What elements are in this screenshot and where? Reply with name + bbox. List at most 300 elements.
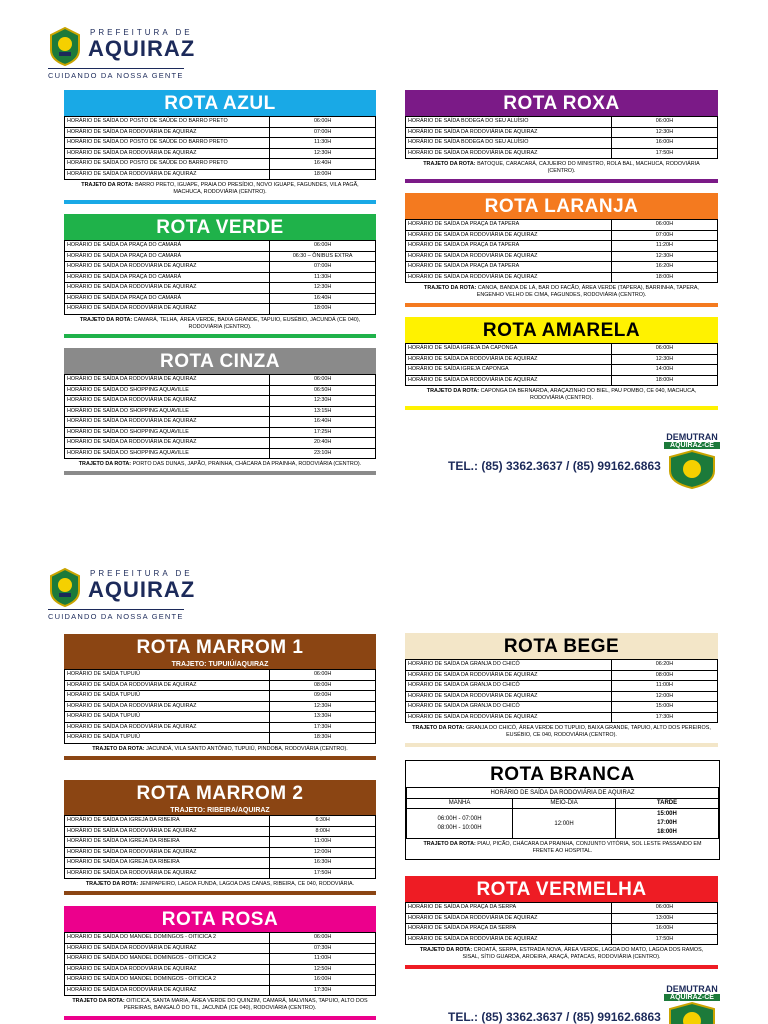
table-row (65, 169, 376, 180)
departure-time: 08:00H (611, 670, 717, 681)
departure-time: 18:30H (270, 733, 376, 744)
table-row (65, 691, 376, 702)
stop-label: HORÁRIO DE SAÍDA DA RODOVIÁRIA DE AQUIRAZ (406, 230, 612, 241)
table-row (406, 241, 718, 252)
trajeto-label: TRAJETO DA ROTA: (92, 745, 145, 752)
table-row (65, 868, 376, 879)
route-trajeto (64, 996, 376, 1016)
demutran-shield-icon (664, 449, 720, 489)
trajeto-label: TRAJETO DA ROTA: (412, 725, 465, 731)
table-row (65, 733, 376, 744)
stop-label: HORÁRIO DE SAÍDA DA GRANJA DO CHICÓ (406, 660, 612, 671)
table-row (65, 385, 376, 396)
trajeto-label: TRAJETO DA ROTA: (424, 285, 477, 291)
table-row (65, 406, 376, 417)
table-row (406, 117, 718, 128)
branca-tarde-3: 18:00H (657, 829, 677, 835)
route-title: ROTA AZUL (64, 90, 376, 116)
departure-time: 6:30H (270, 816, 376, 827)
stop-label: HORÁRIO DE SAÍDA DA RODOVIÁRIA DE AQUIRAZ (65, 964, 270, 975)
route-title: ROTA MARROM 1 (64, 634, 376, 660)
trajeto-text: JACUNDÁ, VILA SANTO ANTÔNIO, TUPUIÚ, PINDOBA, RODOVIÁRIA (CENTRO). (146, 745, 348, 752)
demutran-shield-icon (664, 1001, 720, 1024)
table-row (65, 816, 376, 827)
departure-time: 06:00H (611, 344, 717, 355)
route-card-laranja (405, 193, 718, 307)
branca-col-tarde: TARDE (616, 798, 719, 809)
stop-label: HORÁRIO DE SAÍDA DA RODOVIÁRIA DE AQUIRAZ (406, 712, 612, 723)
stop-label: HORÁRIO DE SAÍDA DA RODOVIÁRIA DE AQUIRAZ (65, 847, 270, 858)
stop-label: HORÁRIO DE SAÍDA DA PRAÇA DO CAMARÁ (65, 272, 270, 283)
route-card-amarela (405, 317, 718, 410)
departure-time: 12:30H (270, 396, 376, 407)
branca-manha-1: 06:00H - 07:00H (437, 815, 482, 822)
route-card-verde (64, 214, 376, 338)
schedule-table (64, 374, 376, 459)
departure-time: 18:00H (270, 304, 376, 315)
route-card-bege (405, 633, 718, 747)
table-row (65, 417, 376, 428)
logo-bottom (48, 567, 208, 623)
trajeto-label: TRAJETO DA ROTA: (419, 947, 473, 953)
table-row (65, 858, 376, 869)
table-row (65, 396, 376, 407)
table-row (406, 148, 718, 159)
route-color-bar (64, 891, 376, 895)
route-card-branca (405, 760, 720, 860)
table-row (406, 262, 718, 273)
table-row (406, 670, 718, 681)
trajeto-text: BATOQUE, CARACARÁ, CAJUEIRO DO MINISTRO, ROLA BAL, MACHUCA, RODOVIÁRIA (CENTRO). (477, 161, 700, 175)
route-title: ROTA ROSA (64, 906, 376, 932)
departure-time: 12:30H (611, 354, 717, 365)
route-subtitle: TRAJETO: TUPUIÚ/AQUIRAZ (64, 660, 376, 669)
route-title: ROTA LARANJA (405, 193, 718, 219)
stop-label: HORÁRIO DE SAÍDA TUPUIÚ (65, 733, 270, 744)
trajeto-label: TRAJETO DA ROTA: (81, 182, 134, 188)
stop-label: HORÁRIO DE SAÍDA DA RODOVIÁRIA DE AQUIRAZ (65, 722, 270, 733)
table-row (406, 691, 718, 702)
departure-time: 16:40H (270, 159, 376, 170)
trajeto-label: TRAJETO DA ROTA: (426, 388, 480, 394)
table-row (65, 293, 376, 304)
stop-label: HORÁRIO DE SAÍDA DO SHOPPING AQUAVILLE (65, 427, 270, 438)
table-row (65, 964, 376, 975)
departure-time: 11:00H (270, 837, 376, 848)
stop-label: HORÁRIO DE SAÍDA DA RODOVIÁRIA DE AQUIRAZ (406, 127, 612, 138)
table-row (65, 847, 376, 858)
stop-label: HORÁRIO DE SAÍDA DO SHOPPING AQUAVILLE (65, 385, 270, 396)
departure-time: 06:00H (270, 117, 376, 128)
route-trajeto (405, 159, 718, 179)
stop-label: HORÁRIO DE SAÍDA DO POSTO DE SAÚDE DO BARRO PRETO (65, 159, 270, 170)
route-card-marrom1 (64, 634, 376, 760)
route-card-rosa (64, 906, 376, 1020)
table-row (65, 304, 376, 315)
trajeto-label: TRAJETO DA ROTA: (85, 881, 139, 887)
logo-slogan: CUIDANDO DA NOSSA GENTE (48, 609, 184, 621)
table-row (65, 138, 376, 149)
stop-label: HORÁRIO DE SAÍDA DA PRAÇA DA SERPA (406, 924, 612, 935)
stop-label: HORÁRIO DE SAÍDA DO SHOPPING AQUAVILLE (65, 448, 270, 459)
table-row (406, 230, 718, 241)
route-trajeto (64, 459, 376, 471)
stop-label: HORÁRIO DE SAÍDA DA RODOVIÁRIA DE AQUIRAZ (406, 670, 612, 681)
stop-label: HORÁRIO DE SAÍDA DA RODOVIÁRIA DE AQUIRAZ (406, 913, 612, 924)
departure-time: 12:30H (270, 148, 376, 159)
table-row (65, 438, 376, 449)
route-color-bar (405, 303, 718, 307)
branca-tarde-1: 15:00H (657, 811, 677, 817)
departure-time: 18:00H (611, 272, 717, 283)
table-row (406, 712, 718, 723)
route-card-vermelha (405, 876, 718, 969)
route-color-bar (405, 406, 718, 410)
route-trajeto (64, 180, 376, 200)
stop-label: HORÁRIO DE SAÍDA DA PRAÇA DO CAMARÁ (65, 241, 270, 252)
departure-time: 06:20H (611, 660, 717, 671)
route-card-azul (64, 90, 376, 204)
departure-time: 06:00H (611, 117, 717, 128)
table-row (406, 375, 718, 386)
contact-phone: TEL.: (85) 3362.3637 / (85) 99162.6863 (448, 459, 661, 473)
logo-prefeitura: PREFEITURA DE (90, 569, 193, 578)
table-row (65, 722, 376, 733)
branca-tarde-2: 17:00H (657, 820, 677, 826)
departure-time: 23:10H (270, 448, 376, 459)
stop-label: HORÁRIO DE SAÍDA DO SHOPPING AQUAVILLE (65, 406, 270, 417)
trajeto-text: GRANJA DO CHICÓ, ÁREA VERDE DO TUPUIO, BAIXA GRANDE, TAPUIO, ALTO DOS PEREIROS, EUSÉBIO, CE 040, RODOVIÁRIA (CENTRO). (465, 725, 711, 739)
route-color-bar (405, 179, 718, 183)
stop-label: HORÁRIO DE SAÍDA DA RODOVIÁRIA DE AQUIRAZ (65, 262, 270, 273)
stop-label: HORÁRIO DE SAÍDA BODEGA DO SEU ALUÍSIO (406, 138, 612, 149)
table-row (65, 272, 376, 283)
table-row (65, 448, 376, 459)
stop-label: HORÁRIO DE SAÍDA DA RODOVIÁRIA DE AQUIRAZ (65, 417, 270, 428)
stop-label: HORÁRIO DE SAÍDA IGREJA DA CAPONGA (406, 344, 612, 355)
stop-label: HORÁRIO DE SAÍDA DA RODOVIÁRIA DE AQUIRAZ (65, 396, 270, 407)
departure-time: 18:00H (611, 375, 717, 386)
departure-time: 06:30 – ÔNIBUS EXTRA (270, 251, 376, 262)
table-row (406, 220, 718, 231)
route-title: ROTA AMARELA (405, 317, 718, 343)
table-row (65, 701, 376, 712)
departure-time: 20:40H (270, 438, 376, 449)
departure-time: 16:00H (270, 975, 376, 986)
schedule-table (64, 669, 376, 744)
stop-label: HORÁRIO DE SAÍDA DA RODOVIÁRIA DE AQUIRAZ (406, 691, 612, 702)
departure-time: 17:30H (270, 985, 376, 996)
table-row (406, 681, 718, 692)
departure-time: 06:50H (270, 385, 376, 396)
table-row (406, 354, 718, 365)
stop-label: HORÁRIO DE SAÍDA DO POSTO DE SAÚDE DO BARRO PRETO (65, 138, 270, 149)
stop-label: HORÁRIO DE SAÍDA DA RODOVIÁRIA DE AQUIRAZ (406, 934, 612, 945)
stop-label: HORÁRIO DE SAÍDA DA RODOVIÁRIA DE AQUIRAZ (406, 354, 612, 365)
logo-top (48, 26, 208, 82)
departure-time: 16:00H (611, 924, 717, 935)
table-row (65, 837, 376, 848)
stop-label: HORÁRIO DE SAÍDA DA RODOVIÁRIA DE AQUIRAZ (65, 438, 270, 449)
trajeto-text: CROATÁ, SERPA, ESTRADA NOVA, ÁREA VERDE, LAGOA DO MATO, LAGOA DOS RAMOS, SISAL, SÍTIO GUARDA, AROEIRA, ARAÇÁ, PATACAS, RODOVIÁRIA (CENTRO). (462, 947, 704, 961)
trajeto-text: CAMARÁ, TELHA, ÁREA VERDE, BAIXA GRANDE, TAPUIO, EUSÉBIO, JACUNDÁ (CE 040), RODOVIÁRIA (CENTRO). (133, 316, 361, 330)
route-trajeto (405, 283, 718, 303)
stop-label: HORÁRIO DE SAÍDA DA RODOVIÁRIA DE AQUIRAZ (65, 304, 270, 315)
stop-label: HORÁRIO DE SAÍDA DA RODOVIÁRIA DE AQUIRAZ (65, 127, 270, 138)
route-color-bar (64, 756, 376, 760)
departure-time: 16:00H (611, 138, 717, 149)
table-row (65, 427, 376, 438)
departure-time: 17:30H (611, 712, 717, 723)
table-row (406, 903, 718, 914)
trajeto-label: TRAJETO DA ROTA: (79, 316, 133, 323)
table-row (65, 933, 376, 944)
route-trajeto (405, 945, 718, 965)
route-trajeto (405, 386, 718, 406)
departure-time: 17:50H (611, 148, 717, 159)
stop-label: HORÁRIO DE SAÍDA DA RODOVIÁRIA DE AQUIRAZ (65, 169, 270, 180)
stop-label: HORÁRIO DE SAÍDA DA RODOVIÁRIA DE AQUIRAZ (65, 943, 270, 954)
schedule-table (64, 240, 376, 315)
stop-label: HORÁRIO DE SAÍDA DA IGREJA DA RIBEIRA (65, 837, 270, 848)
route-color-bar (64, 1016, 376, 1020)
table-row (406, 924, 718, 935)
route-card-marrom2 (64, 780, 376, 895)
table-row (406, 251, 718, 262)
route-title: ROTA MARROM 2 (64, 780, 376, 806)
table-row (65, 670, 376, 681)
table-row (406, 138, 718, 149)
table-row (65, 375, 376, 386)
departure-time: 13:00H (611, 913, 717, 924)
schedule-table (405, 116, 718, 159)
stop-label: HORÁRIO DE SAÍDA DO MANOEL DOMINGOS - OITICICA 2 (65, 933, 270, 944)
stop-label: HORÁRIO DE SAÍDA DO MANOEL DOMINGOS - OITICICA 2 (65, 975, 270, 986)
table-row (65, 826, 376, 837)
route-color-bar (405, 965, 718, 969)
departure-time: 12:30H (611, 251, 717, 262)
stop-label: HORÁRIO DE SAÍDA DA RODOVIÁRIA DE AQUIRAZ (65, 985, 270, 996)
table-row (65, 262, 376, 273)
route-subtitle: TRAJETO: RIBEIRA/AQUIRAZ (64, 806, 376, 815)
stop-label: HORÁRIO DE SAÍDA DA PRAÇA DO CAMARÁ (65, 251, 270, 262)
logo-prefeitura: PREFEITURA DE (90, 28, 193, 37)
stop-label: HORÁRIO DE SAÍDA DO POSTO DE SAÚDE DO BARRO PRETO (65, 117, 270, 128)
stop-label: HORÁRIO DE SAÍDA TUPUIÚ (65, 712, 270, 723)
departure-time: 12:30H (270, 283, 376, 294)
route-title: ROTA VERDE (64, 214, 376, 240)
departure-time: 06:00H (611, 220, 717, 231)
route-trajeto (406, 839, 719, 859)
coat-of-arms-icon (48, 567, 82, 607)
trajeto-label: TRAJETO DA ROTA: (423, 161, 476, 167)
table-row (65, 251, 376, 262)
stop-label: HORÁRIO DE SAÍDA DA PRAÇA DA TAPERA (406, 220, 612, 231)
stop-label: HORÁRIO DE SAÍDA DA RODOVIÁRIA DE AQUIRAZ (406, 251, 612, 262)
trajeto-text: CANOA, BANDA DE LÁ, BAR DO FACÃO, ÁREA VERDE (TAPERA), BARRINHA, TAPERA, ENGENHO VELHO DE CIMA, FAGUNDES, RODOVIÁRIA (CENTRO). (476, 285, 699, 299)
logo-city: AQUIRAZ (88, 577, 196, 602)
departure-time: 11:00H (270, 954, 376, 965)
branca-col-manha: MANHÃ (407, 798, 513, 809)
route-trajeto (405, 723, 718, 743)
schedule-table (405, 659, 718, 723)
departure-time: 17:50H (611, 934, 717, 945)
departure-time: 06:00H (270, 670, 376, 681)
stop-label: HORÁRIO DE SAÍDA DA RODOVIÁRIA DE AQUIRAZ (65, 148, 270, 159)
departure-time: 11:30H (270, 138, 376, 149)
route-card-roxa (405, 90, 718, 183)
route-title: ROTA BEGE (405, 633, 718, 659)
stop-label: HORÁRIO DE SAÍDA DA PRAÇA DA TAPERA (406, 262, 612, 273)
table-row (65, 159, 376, 170)
table-row (65, 680, 376, 691)
route-color-bar (64, 471, 376, 475)
departure-time: 11:20H (611, 241, 717, 252)
route-trajeto (64, 315, 376, 335)
stop-label: HORÁRIO DE SAÍDA DA IGREJA DA RIBEIRA (65, 816, 270, 827)
schedule-table (405, 902, 718, 945)
branca-meio: 12:00H (513, 809, 616, 839)
table-row (65, 954, 376, 965)
branca-col-meio: MEIO-DIA (513, 798, 616, 809)
trajeto-label: TRAJETO DA ROTA: (72, 998, 125, 1004)
schedule-table (405, 343, 718, 386)
stop-label: HORÁRIO DE SAÍDA DA PRAÇA DO CAMARÁ (65, 293, 270, 304)
departure-time: 17:25H (270, 427, 376, 438)
stop-label: HORÁRIO DE SAÍDA IGREJA CAPONGA (406, 365, 612, 376)
demutran-sub: AQUIRAZ-CE (664, 994, 720, 1001)
logo-city: AQUIRAZ (88, 36, 196, 61)
table-row (406, 702, 718, 713)
schedule-table (64, 116, 376, 180)
departure-time: 07:00H (270, 127, 376, 138)
departure-time: 16:20H (611, 262, 717, 273)
table-row (65, 148, 376, 159)
route-title: ROTA VERMELHA (405, 876, 718, 902)
departure-time: 17:30H (270, 722, 376, 733)
trajeto-text: CAPONGA DA BERNARDA, ARAÇAZINHO DO BIEL, PAU POMBO, CE 040, MACHUCA, RODOVIÁRIA (CENTRO). (480, 388, 697, 402)
branca-manha-2: 08:00H - 10:00H (437, 824, 482, 831)
stop-label: HORÁRIO DE SAÍDA DA RODOVIÁRIA DE AQUIRAZ (65, 283, 270, 294)
departure-time: 12:00H (611, 691, 717, 702)
departure-time: 07:00H (270, 262, 376, 273)
departure-time: 11:00H (611, 681, 717, 692)
schedule-table (64, 815, 376, 879)
table-row (406, 365, 718, 376)
departure-time: 16:40H (270, 293, 376, 304)
trajeto-text: PORTO DAS DUNAS, JAPÃO, PRAINHA, CHÁCARA DA PRAINHA, RODOVIÁRIA (CENTRO). (132, 461, 362, 467)
departure-time: 16:30H (270, 858, 376, 869)
stop-label: HORÁRIO DE SAÍDA DA RODOVIÁRIA DE AQUIRAZ (406, 272, 612, 283)
departure-time: 06:00H (611, 903, 717, 914)
trajeto-label: TRAJETO DA ROTA: (423, 841, 476, 847)
schedule-table (64, 932, 376, 996)
route-color-bar (405, 743, 718, 747)
coat-of-arms-icon (48, 26, 82, 66)
stop-label: HORÁRIO DE SAÍDA BODEGA DO SEU ALUÍSIO (406, 117, 612, 128)
departure-time: 13:15H (270, 406, 376, 417)
departure-time: 09:00H (270, 691, 376, 702)
route-title: ROTA BRANCA (406, 761, 719, 787)
table-row (406, 344, 718, 355)
table-row (65, 283, 376, 294)
trajeto-text: PIAU, PICÃO, CHÁCARA DA PRAINHA, CONJUNTO VITÓRIA, SOL LESTE PASSANDO EM FRENTE AO HOSPITAL. (477, 841, 702, 855)
stop-label: HORÁRIO DE SAÍDA DA RODOVIÁRIA DE AQUIRAZ (65, 868, 270, 879)
table-row (406, 272, 718, 283)
contact-phone: TEL.: (85) 3362.3637 / (85) 99162.6863 (448, 1010, 661, 1024)
table-row (65, 975, 376, 986)
demutran-badge (664, 984, 720, 1024)
stop-label: HORÁRIO DE SAÍDA DA PRAÇA DA SERPA (406, 903, 612, 914)
stop-label: HORÁRIO DE SAÍDA DA RODOVIÁRIA DE AQUIRAZ (406, 375, 612, 386)
trajeto-text: JENIPAPEIRO, LAGOA FUNDA, LAGOA DAS CANAS, RIBEIRA, CE 040, RODOVIÁRIA. (139, 881, 355, 887)
demutran-name: DEMUTRAN (664, 432, 720, 442)
stop-label: HORÁRIO DE SAÍDA DO MANOEL DOMINGOS - OITICICA 2 (65, 954, 270, 965)
departure-time: 14:00H (611, 365, 717, 376)
departure-time: 12:00H (270, 847, 376, 858)
departure-time: 07:30H (270, 943, 376, 954)
route-color-bar (64, 334, 376, 338)
demutran-badge (664, 432, 720, 498)
departure-time: 06:00H (270, 375, 376, 386)
stop-label: HORÁRIO DE SAÍDA DA GRANJA DO CHICÓ (406, 702, 612, 713)
trajeto-text: BARRO PRETO, IGUAPE, PRAIA DO PRESÍDIO, NOVO IGUAPE, FAGUNDES, VILA PAGÃ, MACHUCA, RODOVIÁRIA (CENTRO). (135, 182, 359, 196)
table-row (65, 943, 376, 954)
stop-label: HORÁRIO DE SAÍDA DA RODOVIÁRIA DE AQUIRAZ (65, 701, 270, 712)
departure-time: 08:00H (270, 680, 376, 691)
route-title: ROTA ROXA (405, 90, 718, 116)
logo-slogan: CUIDANDO DA NOSSA GENTE (48, 68, 184, 80)
departure-time: 07:00H (611, 230, 717, 241)
demutran-sub: AQUIRAZ-CE (664, 442, 720, 449)
schedule-table (405, 219, 718, 283)
departure-time: 12:30H (270, 701, 376, 712)
table-row (406, 660, 718, 671)
demutran-name: DEMUTRAN (664, 984, 720, 994)
departure-time: 15:00H (611, 702, 717, 713)
stop-label: HORÁRIO DE SAÍDA TUPUIÚ (65, 670, 270, 681)
route-title: ROTA CINZA (64, 348, 376, 374)
table-row (65, 127, 376, 138)
table-row (65, 985, 376, 996)
route-color-bar (64, 200, 376, 204)
trajeto-label: TRAJETO DA ROTA: (78, 461, 132, 467)
departure-time: 8:00H (270, 826, 376, 837)
departure-time: 11:30H (270, 272, 376, 283)
stop-label: HORÁRIO DE SAÍDA DA PRAÇA DA TAPERA (406, 241, 612, 252)
departure-time: 18:00H (270, 169, 376, 180)
branca-header: HORÁRIO DE SAÍDA DA RODOVIÁRIA DE AQUIRAZ (407, 788, 719, 799)
stop-label: HORÁRIO DE SAÍDA DA RODOVIÁRIA DE AQUIRAZ (65, 680, 270, 691)
stop-label: HORÁRIO DE SAÍDA DA RODOVIÁRIA DE AQUIRAZ (406, 148, 612, 159)
stop-label: HORÁRIO DE SAÍDA DA RODOVIÁRIA DE AQUIRAZ (65, 826, 270, 837)
table-row (406, 127, 718, 138)
departure-time: 06:00H (270, 241, 376, 252)
table-row (406, 934, 718, 945)
stop-label: HORÁRIO DE SAÍDA DA RODOVIÁRIA DE AQUIRAZ (65, 375, 270, 386)
stop-label: HORÁRIO DE SAÍDA TUPUIÚ (65, 691, 270, 702)
stop-label: HORÁRIO DE SAÍDA DA IGREJA DA RIBEIRA (65, 858, 270, 869)
departure-time: 06:00H (270, 933, 376, 944)
departure-time: 17:50H (270, 868, 376, 879)
route-trajeto (64, 744, 376, 756)
departure-time: 13:30H (270, 712, 376, 723)
departure-time: 16:40H (270, 417, 376, 428)
table-row (65, 241, 376, 252)
table-row (65, 117, 376, 128)
route-trajeto (64, 879, 376, 891)
table-row (65, 712, 376, 723)
